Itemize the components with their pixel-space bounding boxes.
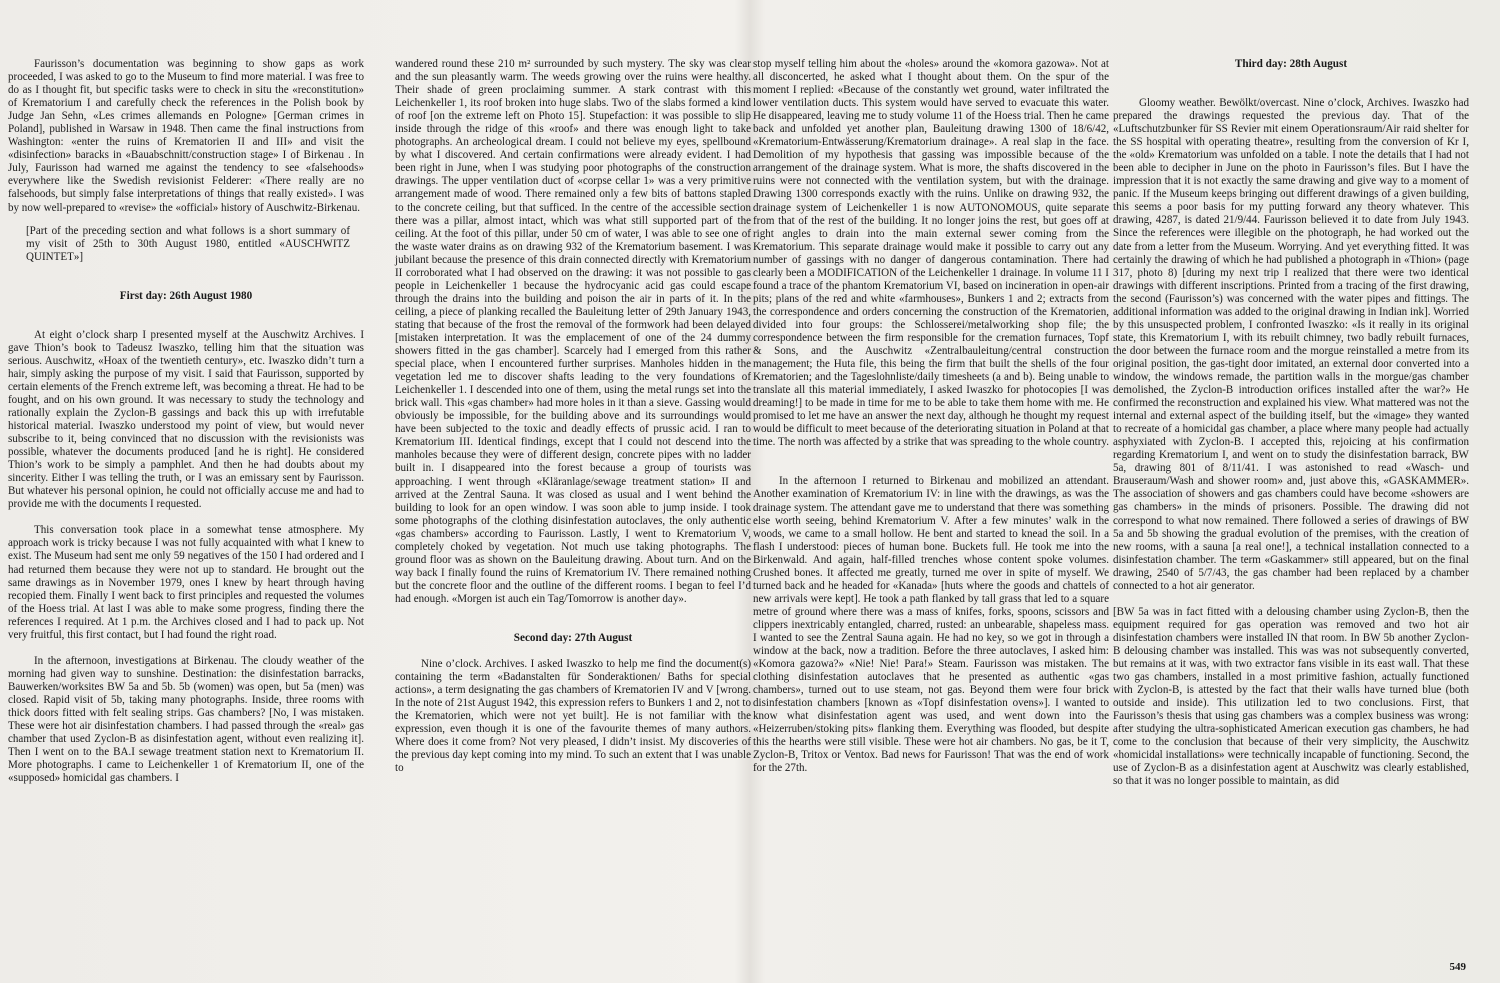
text-column-2 bbox=[395, 58, 751, 775]
paragraph: wandered round these 210 m² surrounded by such mystery. The sky was clear and the sun pleasantly warm. The weeds growing over the ruins were healthy. Their shade of green proclaiming summer. A stark contrast with this Leichenkeller 1, its roof broken into huge slabs. Two of the slabs formed a kind of roof [on the extreme left on Photo 15]. Stupefaction: it was possible to slip inside through the ridge of this «roof» and there was enough light to take photographs. An archeological dream. I could not believe my eyes, spellbound by what I discovered. And certain confirmations were already evident. I had been right in June, when I was studying poor photographs of the construction drawings. The upper ventilation duct of «corpse cellar 1» was a very primitive arrangement made of wood. There remained only a few bits of battons stapled to the concrete ceiling, but that sufficed. In the centre of the accessible section there was a pillar, almost intact, which was what still supported part of the ceiling. At the foot of this pillar, under 50 cm of water, I was able to see one of the waste water drains as on drawing 932 of the Krematorium basement. I was jubilant because the presence of this drain connected directly with Krematorium II corroborated what I had observed on the drawing: it was not possible to gas people in Leichenkeller 1 because the hydrocyanic acid gas could escape through the drains into the building and poison the air in parts of it. In the ceiling, a piece of planking recalled the Bauleitung letter of 29th January 1943, stating that because of the frost the removal of the formwork had been delayed [mistaken interpretation. It was the emplacement of one of the 24 dummy showers fitted in the gas chamber]. Scarcely had I emerged from this rather special place, when I encountered further surprises. Manholes hidden in the vegetation led me to discover shafts leading to the very foundations of Leichenkeller 1. I descended into one of them, using the metal rungs set into the brick wall. This «gas chamber» had more holes in it than a sieve. Gassing would obviously be impossible, for the building above and its surroundings would have been subjected to the toxic and deadly effects of prussic acid. I ran to Krematorium III. Identical findings, except that I could not descend into the manholes because they were of different design, concrete pipes with no ladder built in. I disappeared into the forest because a group of tourists was approaching. I went through «Kläranlage/sewage treatment station» II and arrived at the Zentral Sauna. It was closed as usual and I went behind the building to look for an open window. I was soon able to jump inside. I took some photographs of the clothing disinfestation autoclaves, the only authentic «gas chambers» according to Faurisson. Lastly, I went to Krematorium V, completely choked by vegetation. Not much use taking photographs. The ground floor was as shown on the Bauleitung drawing. About turn. And on the way back I finally found the ruins of Krematorium IV. There remained nothing but the concrete floor and the outline of the different rooms. I began to feel I’d had enough. «Morgen ist auch ein Tag/Tomorrow is another day». bbox=[395, 58, 751, 605]
paragraph: stop myself telling him about the «holes» around the «komora gazowa». Not at all disconcerted, he asked what I thought about them. On the spur of the moment I replied: «Because of the constantly wet ground, water infiltrated the lower ventilation ducts. This system would have served to evacuate this water. He disappeared, leaving me to study volume 11 of the Hoess trial. Then he came back and unfolded yet another plan, Bauleitung drawing 1300 of 18/6/42, «Krematorium-Entwässerung/Krematorium drainage». A real slap in the face. Demolition of my hypothesis that gassing was impossible because of the arrangement of the drainage system. What is more, the shafts discovered in the ruins were not connected with the ventilation system, but with the drainage. Drawing 1300 corresponds exactly with the ruins. Unlike on drawing 932, the drainage system of Leichenkeller 1 is now AUTONOMOUS, quite separate from that of the rest of the building. It no longer joins the rest, but goes off at right angles to drain into the main external sewer coming from the Krematorium. This separate drainage would make it possible to carry out any number of gassings with no danger of dangerous contamination. There had clearly been a MODIFICATION of the Leichenkeller 1 drainage. In volume 11 I found a trace of the phantom Krematorium VI, based on incineration in open-air pits; plans of the red and white «farmhouses», Bunkers 1 and 2; extracts from the correspondence and orders concerning the construction of the Krematorien, divided into four groups: the Schlosserei/metalworking shop file; the correspondence between the firm responsible for the cremation furnaces, Topf & Sons, and the Auschwitz «Zentralbauleitung/central construction management; the Huta file, this being the firm that built the shells of the four Krematorien; and the Tageslohnliste/daily timesheets (a and b). Being unable to translate all this material immediately, I asked Iwaszko for photocopies [I was dreaming!] to be made in time for me to be able to take them home with me. He promised to let me have an answer the next day, although he thought my request would be difficult to meet because of the deteriorating situation in Poland at that time. The north was affected by a strike that was spreading to the whole country. bbox=[753, 58, 1109, 449]
section-heading-second-day: Second day: 27th August bbox=[513, 631, 633, 644]
paragraph: At eight o’clock sharp I presented myself at the Auschwitz Archives. I gave Thion’s book to Tadeusz Iwaszko, telling him that the situation was serious. Auschwitz, «Hoax of the twentieth century», etc. Iwaszko didn’t turn a hair, simply asking the purpose of my visit. I said that Faurisson, supported by certain elements of the French extreme left, was becoming a threat. He had to be fought, and on his own ground. It was necessary to study the technology and rationally explain the Zyclon-B gassings and back this up with irrefutable historical material. Iwaszko understood my point of view, but would never subscribe to it, being convinced that no discussion with the revisionists was possible, whatever the documents produced [and he is right]. He considered Thion’s work to be simply a pamphlet. And then he had doubts about my sincerity. Either I was telling the truth, or I was an emissary sent by Faurisson. But whatever his personal opinion, he could not officially accuse me and had to provide me with the documents I requested. bbox=[8, 328, 364, 511]
text-column-1 bbox=[8, 58, 364, 785]
paragraph: [BW 5a was in fact fitted with a delousing chamber using Zyclon-B, then the equipment required for gas operation was removed and two hot air disinfestation chambers were installed IN that room. In BW 5b another Zyclon-B delousing chamber was installed. This was was not subsequently converted, but remains at it was, with two extractor fans visible in its east wall. That these two gas chambers, installed in a most primitive fashion, actually functioned with Zyclon-B, is attested by the fact that their walls have turned blue (both outside and inside). This utilization led to two conclusions. First, that Faurisson’s thesis that using gas chambers was a complex business was wrong: after studying the ultra-sophisticated American execution gas chambers, he had come to the conclusion that because of their very simplicity, the Auschwitz «homicidal installations» were technically incapable of functioning. Second, the use of Zyclon-B as a disinfestation agent at Auschwitz was clearly established, so that it was no longer possible to maintain, as did bbox=[1113, 605, 1469, 788]
section-heading-first-day: First day: 26th August 1980 bbox=[119, 289, 253, 302]
editorial-note: [Part of the preceding section and what follows is a short summary of my visit of 25th to 30th August 1980, entitled «AUSCHWITZ QUINTET»] bbox=[26, 224, 350, 263]
paragraph: This conversation took place in a somewhat tense atmosphere. My approach work is tricky because I was not fully acquainted with what I knew to exist. The Museum had sent me only 59 negatives of the 150 I had ordered and I had returned them because they were not up to standard. He brought out the same drawings as in November 1979, ones I knew by heart through having recopied them. Finally I went back to first principles and requested the volumes of the Hoess trial. At last I was able to make some progress, finding there the references I required. At 1 p.m. the Archives closed and I had to pack up. Not very fruitful, this first contact, but I had found the right road. bbox=[8, 524, 364, 641]
paragraph: Faurisson’s documentation was beginning to show gaps as work proceeded, I was asked to go to the Museum to find more material. I was free to do as I thought fit, but specific tasks were to check in situ the «reconstitution» of Krematorium I and carefully check the references in the Polish book by Judge Jan Sehn, «Les crimes allemands en Pologne» [German crimes in Poland], published in Warsaw in 1948. Then came the final instructions from Washington: «enter the ruins of Krematorien II and III» and visit the «disinfection» baracks in «Bauabschnitt/construction stage» I of Birkenau . In July, Faurisson had warned me against the tendency to see «falsehoods» everywhere like the Swedish revisionist Felderer: «There really are no falsehoods, but simply false interpretations of things that really existed». I was by now well-prepared to «revise» the «official» history of Auschwitz-Birkenau. bbox=[8, 58, 364, 214]
section-heading-third-day: Third day: 28th August bbox=[1234, 58, 1348, 70]
page-number: 549 bbox=[1449, 961, 1466, 973]
text-column-3 bbox=[753, 58, 1109, 775]
paragraph: In the afternoon I returned to Birkenau and mobilized an attendant. Another examination of Krematorium IV: in line with the drawings, as was the drainage system. The attendant gave me to understand that there was something else worth seeing, behind Krematorium V. After a few minutes’ walk in the woods, we came to a small hollow. He bent and started to knead the soil. In a flash I understood: pieces of human bone. Buckets full. He took me into the Birkenwald. And again, half-filled trenches whose content spoke volumes. Crushed bones. It affected me greatly, turned me over in spite of myself. We turned back and he headed for «Kanada» [huts where the goods and chattels of new arrivals were kept]. He took a path flanked by tall grass that led to a square metre of ground where there was a mass of knifes, forks, spoons, scissors and clippers inextricably entangled, charred, rusted: an unbearable, shapeless mass. I wanted to see the Zentral Sauna again. He had no key, so we got in through a window at the back, now a tradition. Before the three autoclaves, I asked him: «Komora gazowa?» «Nie! Nie! Para!» Steam. Faurisson was mistaken. The clothing disinfestation autoclaves that he presented as authentic «gas chambers», turned out to use steam, not gas. Beyond them were four brick disinfestation chambers [known as «Topf disinfestation ovens»]. I wanted to know what disinfestation agent was used, and went down into the «Heizerruben/stoking pits» flanking them. Everything was flooded, but despite this the hearths were still visible. These were hot air chambers. No gas, be it T, Zyclon-B, Tritox or Ventox. Bad news for Faurisson! That was the end of work for the 27th. bbox=[753, 475, 1109, 775]
paragraph: Gloomy weather. Bewölkt/overcast. Nine o’clock, Archives. Iwaszko had prepared the drawings requested the previous day. That of the «Luftschutzbunker für SS Revier mit einem Operationsraum/Air raid shelter for the SS hospital with operating theatre», resulting from the conversion of Kr I, the «old» Krematorium was unfolded on a table. I note the details that I had not been able to decipher in June on the photo in Faurisson’s files. But I have the impression that it is not exactly the same drawing and give way to a moment of panic. If the Museum keeps bringing out different drawings of a given building, this seems a poor basis for my putting forward any theory whatever. This drawing, 4287, is dated 21/9/44. Faurisson believed it to date from July 1943. Since the references were illegible on the photograph, he had worked out the date from a letter from the Museum. Worrying. And yet everything fitted. It was certainly the drawing of which he had published a photograph in «Thion» (page 317, photo 8) [during my next trip I realized that there were two identical drawings with different inscriptions. Printed from a tracing of the first drawing, the second (Faurisson’s) was concerned with the water pipes and fittings. The additional information was added to the original drawing in Indian ink]. Worried by this unsuspected problem, I confronted Iwaszko: «Is it really in its original state, this Krematorium I, with its rebuilt chimney, two badly rebuilt furnaces, the door between the furnace room and the morgue reinstalled a metre from its original position, the gas-tight door imitated, an external door converted into a window, the windows remade, the partition walls in the morgue/gas chamber demolished, the Zyclon-B introduction orifices installed after the war?» He confirmed the reconstruction and explained his view. What mattered was not the internal and external aspect of the building itself, but the «image» they wanted to recreate of a homicidal gas chamber, a place where many people had actually asphyxiated with Zyclon-B. I accepted this, rejoicing at his confirmation regarding Krematorium I, and went on to study the disinfestation barrack, BW 5a, drawing 801 of 8/11/41. I was astonished to read «Wasch- und Brauseraum/Wash and shower room» and, just above this, «GASKAMMER». The association of showers and gas chambers could have become «showers are gas chambers» in the minds of prisoners. Possible. The drawing did not correspond to what now remained. There followed a series of drawings of BW 5a and 5b showing the gradual evolution of the premises, with the creation of new rooms, with a sauna [a real one!], a technical installation connected to a disinfestation chamber. The term «Gaskammer» still appeared, but on the final drawing, 2540 of 5/7/43, the gas chamber had been replaced by a chamber connected to a hot air generator. bbox=[1113, 97, 1470, 592]
paragraph: Nine o’clock. Archives. I asked Iwaszko to help me find the document(s) containing the term «Badanstalten für Sonderaktionen/ Baths for special actions», a term designating the gas chambers of Krematorien IV and V [wrong. In the note of 21st August 1942, this expression refers to Bunkers 1 and 2, not to the Krematorien, which were not yet built]. He is not familiar with the expression, even though it is one of the favourite themes of many authors. Where does it come from? Not very pleased, I didn’t insist. My discoveries of the previous day kept coming into my mind. To such an extent that I was unable to bbox=[395, 657, 751, 775]
text-column-4 bbox=[1113, 58, 1469, 788]
paragraph: In the afternoon, investigations at Birkenau. The cloudy weather of the morning had given way to sunshine. Destination: the disinfestation barracks, Bauwerken/worksites BW 5a and 5b. 5b (women) was open, but 5a (men) was closed. Rapid visit of 5b, taking many photographs. Inside, three rooms with thick doors fitted with felt sealing strips. Gas chambers? [No, I was mistaken. These were hot air disinfestation chambers. I had passed through the «real» gas chamber that used Zyclon-B as disinfestation agent, without even realizing it]. Then I went on to the BA.I sewage treatment station next to Krematorium II. More photographs. I came to Leichenkeller 1 of Krematorium II, one of the «supposed» homicidal gas chambers. I bbox=[8, 654, 364, 785]
